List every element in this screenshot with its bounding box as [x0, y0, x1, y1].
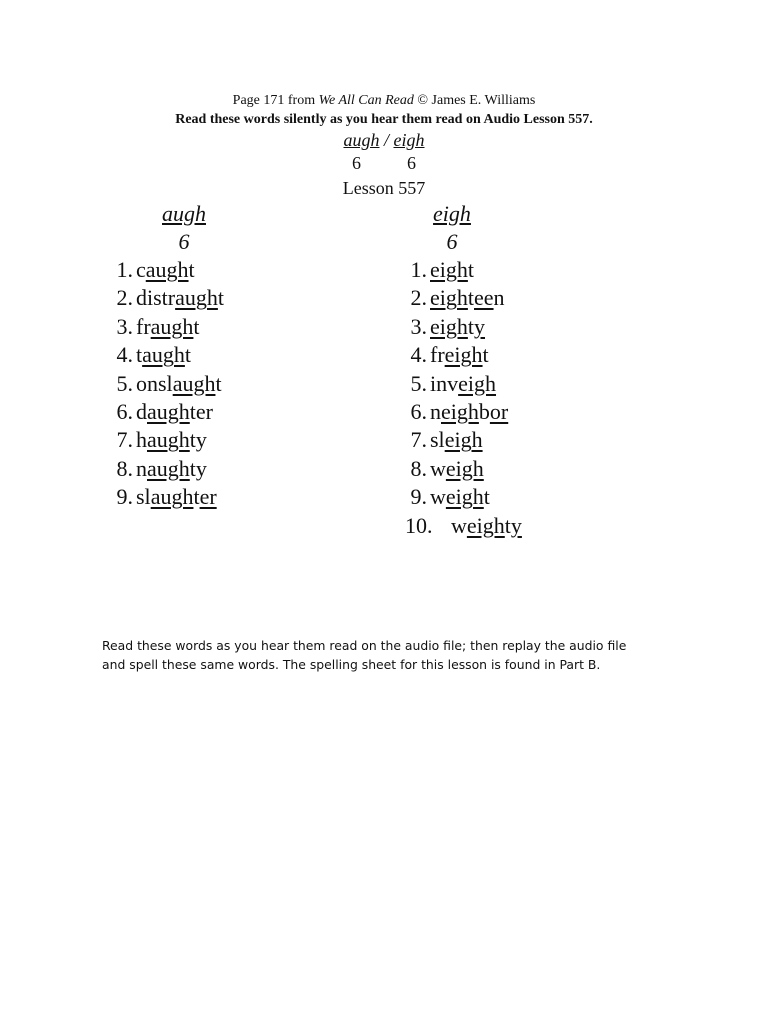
word-number: 1.	[116, 257, 133, 282]
underlined-part: augh	[145, 257, 189, 282]
word-part: t	[184, 342, 192, 368]
word-number: 2.	[116, 285, 133, 311]
word-item	[111, 370, 224, 398]
count-right: 6	[407, 153, 416, 173]
word-text	[136, 342, 191, 367]
word-number: 5.	[116, 370, 133, 396]
word-part: onsl	[136, 370, 173, 396]
underlined-part: y	[474, 313, 486, 339]
word-text	[136, 285, 224, 310]
word-text	[430, 456, 484, 481]
word-text	[430, 314, 485, 339]
word-part: t	[188, 257, 195, 282]
underlined-part: augh	[142, 342, 185, 368]
word-item	[111, 256, 224, 284]
word-part: w	[430, 455, 446, 481]
word-number: 4.	[116, 342, 133, 368]
word-part: ter	[189, 398, 213, 424]
word-item	[111, 398, 224, 426]
word-part: d	[136, 398, 147, 424]
word-text	[430, 484, 490, 509]
underlined-part: eigh	[430, 257, 468, 282]
underlined-part: eigh	[445, 455, 484, 481]
column-heading-label: augh	[162, 201, 206, 226]
word-text	[136, 427, 207, 452]
word-text	[430, 342, 489, 367]
word-number: 9.	[410, 484, 427, 510]
word-item	[405, 455, 522, 483]
word-part: t	[467, 285, 475, 311]
word-part: h	[136, 427, 147, 453]
word-number: 8.	[410, 455, 427, 481]
source-line	[0, 92, 768, 110]
word-text	[136, 371, 222, 396]
underlined-part: eigh	[458, 370, 497, 396]
word-text	[430, 399, 508, 424]
word-part: t	[193, 313, 200, 339]
word-text	[136, 314, 200, 339]
audio-instructions	[102, 636, 702, 674]
word-part: t	[136, 342, 143, 368]
underlined-part: augh	[147, 455, 190, 481]
word-number: 9.	[116, 484, 133, 510]
underlined-part: eigh	[430, 285, 468, 311]
word-text	[430, 371, 496, 396]
word-part: c	[136, 257, 146, 282]
word-text	[136, 399, 213, 424]
column-count: 6	[178, 229, 190, 254]
word-item	[111, 341, 224, 369]
column-heading-eigh	[392, 200, 512, 256]
word-item	[111, 284, 224, 312]
copyright: © James E. Williams	[417, 93, 536, 108]
page-reference: Page 171 from	[232, 93, 316, 108]
word-part: fr	[136, 313, 151, 339]
word-number: 8.	[116, 455, 133, 481]
word-part: inv	[430, 370, 459, 396]
word-text	[451, 513, 522, 538]
word-number: 10.	[405, 512, 433, 538]
word-part: t	[483, 484, 490, 510]
word-item	[405, 313, 522, 341]
word-part: ty	[189, 427, 207, 453]
word-number: 5.	[410, 370, 427, 396]
underlined-part: eigh	[430, 313, 468, 339]
word-number: 3.	[116, 313, 133, 339]
column-heading-augh	[124, 200, 244, 256]
word-number: 3.	[410, 313, 427, 339]
pattern-separator: /	[379, 130, 394, 150]
underlined-part: eigh	[444, 342, 483, 368]
word-item	[405, 426, 522, 454]
word-item	[111, 483, 224, 511]
word-list-augh	[111, 256, 224, 512]
word-text	[136, 257, 195, 282]
audio-instructions-line: and spell these same words. The spelling sheet for this lesson is found in Part B.	[102, 657, 601, 672]
word-part: fr	[430, 342, 445, 368]
pattern-left: augh	[343, 130, 380, 150]
word-item	[405, 256, 522, 284]
word-text	[136, 484, 217, 509]
word-item	[405, 284, 522, 312]
underlined-part: augh	[147, 427, 190, 453]
underlined-part: augh	[175, 285, 218, 311]
word-part: b	[478, 398, 490, 424]
audio-instructions-line: Read these words as you hear them read on the audio file; then replay the audio file	[102, 638, 627, 653]
word-number: 1.	[410, 257, 427, 282]
word-text	[430, 285, 505, 310]
word-part: n	[493, 285, 505, 311]
word-item	[405, 398, 522, 426]
word-number: 6.	[410, 398, 427, 424]
underlined-part: augh	[150, 313, 194, 339]
word-part: sl	[430, 427, 445, 453]
underlined-part: augh	[172, 370, 216, 396]
lesson-title: Lesson 557	[342, 178, 426, 198]
underlined-part: y	[510, 512, 522, 538]
word-part: distr	[136, 285, 176, 311]
underlined-part: er	[199, 484, 217, 510]
pattern-heading	[0, 129, 768, 151]
word-part: t	[504, 512, 511, 538]
word-part: w	[451, 512, 467, 538]
word-item	[111, 426, 224, 454]
word-item	[111, 455, 224, 483]
underlined-part: eigh	[441, 398, 479, 424]
word-part: t	[482, 342, 489, 368]
count-left: 6	[352, 153, 361, 173]
word-list-eigh	[405, 256, 522, 540]
underlined-part: eigh	[466, 512, 505, 538]
word-number: 6.	[116, 398, 133, 424]
word-number: 7.	[410, 427, 427, 453]
pattern-right: eigh	[393, 130, 425, 150]
word-text	[136, 456, 207, 481]
word-part: t	[217, 285, 225, 311]
word-part: t	[215, 370, 222, 396]
underlined-part: or	[489, 398, 509, 424]
column-heading-label: eigh	[433, 201, 471, 226]
underlined-part: eigh	[444, 427, 483, 453]
book-title: We All Can Read	[318, 93, 414, 108]
word-part: t	[193, 484, 200, 510]
word-item	[405, 512, 522, 540]
instructions: Read these words silently as you hear them read on Audio Lesson 557.	[175, 112, 593, 127]
word-number: 2.	[410, 285, 427, 311]
word-part: ty	[189, 455, 207, 481]
word-part: t	[467, 313, 475, 339]
word-number: 4.	[410, 342, 427, 368]
word-part: t	[467, 257, 475, 282]
underlined-part: augh	[150, 484, 194, 510]
underlined-part: augh	[147, 398, 190, 424]
word-text	[430, 427, 483, 452]
word-part: n	[136, 455, 147, 481]
column-count: 6	[446, 229, 458, 254]
word-part: sl	[136, 484, 151, 510]
word-part: w	[430, 484, 446, 510]
word-text	[430, 257, 474, 282]
underlined-part: eigh	[445, 484, 484, 510]
word-number: 7.	[116, 427, 133, 453]
underlined-part: ee	[474, 285, 494, 311]
pattern-counts	[0, 152, 768, 174]
word-part: n	[430, 398, 441, 424]
word-item	[111, 313, 224, 341]
word-item	[405, 370, 522, 398]
word-item	[405, 483, 522, 511]
word-item	[405, 341, 522, 369]
